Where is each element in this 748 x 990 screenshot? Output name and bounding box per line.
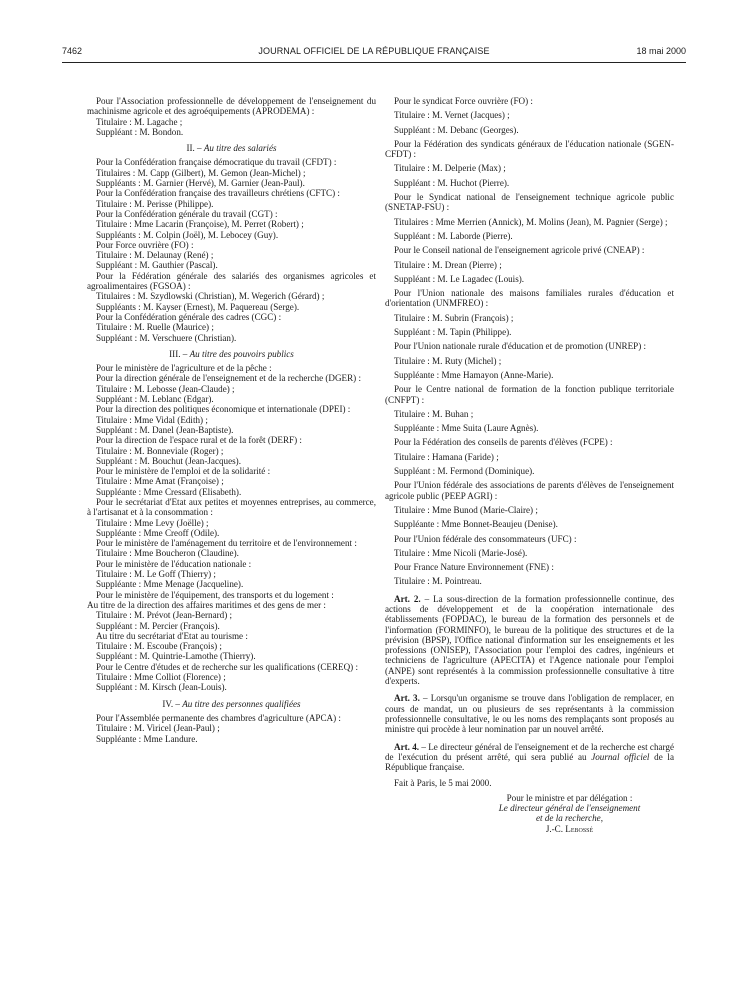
section-heading: IV. – Au titre des personnes qualifiées [162, 698, 301, 709]
member-line: Titulaire : Mme Vidal (Edith) ; [96, 414, 208, 425]
signature-role-line-1: Le directeur général de l'enseignement [498, 803, 641, 814]
member-line: Suppléant : M. Gauthier (Pascal). [96, 260, 218, 271]
member-line: Titulaire : M. Pointreau. [394, 576, 482, 587]
article-text: – Le directeur général de l'enseignement et de la recherche est chargé de l'exécution du présent arrêté, qui sera publié au [385, 741, 674, 762]
organisation-heading: Pour la Fédération des syndicats généraux de l'éducation nationale (SGEN-CFDT) : [385, 138, 674, 160]
member-line: Titulaire : Hamana (Faride) ; [394, 451, 499, 462]
member-line: Titulaire : Mme Nicoli (Marie-José). [394, 547, 528, 558]
organisation-heading: Pour France Nature Environnement (FNE) : [394, 562, 554, 573]
organisation-heading: Pour le syndicat Force ouvrière (FO) : [394, 96, 533, 106]
member-line: Suppléants : M. Colpin (Joël), M. Lebocey (Guy). [96, 229, 279, 240]
member-line: Titulaire : M. Prévot (Jean-Bernard) ; [96, 610, 233, 621]
article-paragraph [385, 594, 674, 687]
member-line: Suppléant : M. Leblanc (Edgar). [96, 394, 214, 405]
organisation-heading: Pour l'Union fédérale des associations de parents d'élèves de l'enseignement agricole public (PEEP AGRI) : [385, 480, 674, 501]
article-number: Art. 4. [394, 741, 420, 752]
organisation-heading: Au titre du secrétariat d'Etat au tourisme : [96, 630, 248, 641]
organisation-heading: Pour la Confédération française des travailleurs chrétiens (CFTC) : [96, 188, 340, 199]
member-line: Suppléant : M. Huchot (Pierre). [394, 177, 510, 188]
left-column [87, 96, 376, 744]
member-line: Suppléant : M. Fermond (Dominique). [394, 466, 535, 477]
member-line: Suppléante : Mme Creoff (Odile). [96, 527, 220, 538]
member-line: Titulaire : M. Bonneviale (Roger) ; [96, 445, 224, 456]
member-line: Titulaire : M. Le Goff (Thierry) ; [96, 569, 216, 580]
organisation-heading: Pour le ministère de l'aménagement du territoire et de l'environnement : [96, 538, 357, 549]
organisation-heading: Pour la Fédération générale des salariés des organismes agricoles et agroalimentaires (FGSOA) : [87, 270, 376, 292]
member-line: Titulaire : Mme Colliot (Florence) ; [96, 672, 226, 683]
member-line: Suppléants : M. Garnier (Hervé), M. Garnier (Jean-Paul). [96, 178, 305, 189]
section-heading: III. – Au titre des pouvoirs publics [169, 348, 294, 359]
article-text-end: de la République française. [385, 751, 674, 773]
place-and-date: Fait à Paris, le 5 mai 2000. [394, 778, 492, 789]
journal-name: Journal officiel [591, 751, 650, 762]
organisation-heading: Pour l'Union nationale rurale d'éducation et de promotion (UNREP) : [394, 341, 647, 352]
member-line: Suppléant : M. Bondon. [96, 126, 184, 137]
member-line: Suppléant : M. Percier (François). [96, 620, 220, 631]
member-line: Suppléant : M. Tapin (Philippe). [394, 327, 512, 338]
organisation-heading: Pour la Confédération générale du travail (CGT) : [96, 208, 278, 219]
member-line: Titulaire : Mme Amat (Françoise) ; [96, 476, 224, 487]
signature-role-line-2: et de la recherche, [536, 813, 603, 824]
member-line: Titulaire : M. Ruty (Michel) ; [394, 355, 502, 366]
organisation-heading: Pour le secrétariat d'Etat aux petites et moyennes entreprises, au commerce, à l'artisanat et à la consommation : [87, 496, 376, 518]
section-heading: II. – Au titre des salariés [186, 143, 277, 154]
article-number: Art. 3. [394, 693, 420, 704]
organisation-heading: Pour le Centre d'études et de recherche sur les qualifications (CEREQ) : [96, 661, 358, 672]
member-line: Suppléant : M. Verschuere (Christian). [96, 332, 237, 343]
member-line: Titulaire : M. Lagache ; [96, 116, 183, 127]
organisation-heading: Pour la Confédération générale des cadres (CGC) : [96, 311, 282, 322]
signature-role [465, 803, 674, 813]
organisation-heading: Pour l'Union nationale des maisons familiales rurales d'éducation et d'orientation (UNMFREO) : [385, 288, 674, 309]
member-line: Titulaire : Mme Bunod (Marie-Claire) ; [394, 504, 538, 515]
article-text: – Lorsqu'un organisme se trouve dans l'obligation de remplacer, en cours de mandat, un ou plusieurs de ses représentants à la commission professionnelle consultative, le ou les noms des remplaçants sont proposés au ministre qui procède à leur nomination par un nouvel arrêté. [385, 693, 675, 735]
member-line: Titulaire : M. Escoube (François) ; [96, 641, 222, 652]
member-line: Suppléante : Mme Bonnet-Beaujeu (Denise). [394, 519, 558, 530]
member-line: Suppléante : Mme Hamayon (Anne-Marie). [394, 369, 554, 380]
organisation-heading: Pour la direction générale de l'enseignement et de la recherche (DGER) : [96, 373, 361, 384]
member-line: Titulaires : M. Capp (Gilbert), M. Gemon (Jean-Michel) ; [96, 167, 306, 178]
article-paragraph [385, 693, 674, 734]
member-line: Titulaire : M. Vernet (Jacques) ; [394, 110, 510, 121]
organisation-heading: Pour le ministère de l'agriculture et de la pêche : [96, 363, 272, 374]
section-heading-title: Au titre des personnes qualifiées [182, 698, 301, 709]
member-line: Suppléante : Mme Cressard (Elisabeth). [96, 486, 242, 497]
organisation-heading: Pour le Syndicat national de l'enseignement technique agricole public (SNETAP-FSU) : [385, 192, 674, 213]
organisation-heading: Pour le Conseil national de l'enseignement agricole privé (CNEAP) : [394, 245, 645, 256]
organisation-heading: Pour Force ouvrière (FO) : [96, 239, 194, 250]
signature-block [465, 793, 674, 834]
article-paragraph [385, 742, 674, 773]
organisation-heading: Pour l'Assemblée permanente des chambres d'agriculture (APCA) : [96, 712, 341, 723]
member-line: Suppléant : M. Danel (Jean-Baptiste). [96, 424, 234, 435]
journal-title: JOURNAL OFFICIEL DE LA RÉPUBLIQUE FRANÇAISE [258, 46, 490, 56]
member-line: Titulaires : M. Szydlowski (Christian), M. Wegerich (Gérard) ; [96, 291, 325, 302]
organisation-heading: Pour la direction de l'espace rural et de la forêt (DERF) : [96, 435, 302, 446]
organisation-heading: Pour la Confédération française démocratique du travail (CFDT) : [96, 157, 337, 168]
organisation-heading: Pour la direction des politiques économique et internationale (DPEI) : [96, 404, 351, 415]
organisation-subheading: Au titre de la direction des affaires maritimes et des gens de mer : [87, 599, 326, 610]
member-line: Titulaire : M. Lebosse (Jean-Claude) ; [96, 383, 235, 394]
member-line: Suppléant : M. Quintrie-Lamothe (Thierry). [96, 651, 256, 662]
member-line: Titulaire : M. Perisse (Philippe). [96, 198, 214, 209]
member-line: Suppléante : Mme Suita (Laure Agnès). [394, 423, 539, 434]
article-text: – La sous-direction de la formation professionnelle continue, des actions de développement et de la coopération internationale des établissements (FOPDAC), le bureau de la formation des personnels et de l'information (FORMINFO), le bureau de la politique des structures et de la prévision (BPSP), l'Office national d'information sur les enseignements et les professions (ONISEP), l'Association pour l'emploi des cadres, ingénieurs et techniciens de l'agriculture (APECITA) et l'Agence nationale pour l'emploi (ANPE) sont représentés à la commission professionnelle consultative à titre d'experts. [385, 593, 674, 687]
member-line: Titulaire : M. Viricel (Jean-Paul) ; [96, 723, 220, 734]
member-line: Titulaire : M. Ruelle (Maurice) ; [96, 322, 214, 333]
member-line: Suppléant : M. Debanc (Georges). [394, 124, 519, 135]
signatory-name: J.-C. Lebossé [545, 823, 594, 834]
signature-intro: Pour le ministre et par délégation : [506, 792, 633, 803]
member-line: Titulaire : Mme Levy (Joëlle) ; [96, 517, 209, 528]
member-line: Suppléant : M. Laborde (Pierre). [394, 230, 513, 241]
member-line: Titulaire : M. Buhan ; [394, 408, 474, 419]
member-line: Titulaire : M. Drean (Pierre) ; [394, 259, 502, 270]
member-line: Suppléant : M. Le Lagadec (Louis). [394, 273, 525, 284]
organisation-heading: Pour le ministère de l'emploi et de la solidarité : [96, 466, 271, 477]
member-line: Suppléante : Mme Landure. [96, 733, 198, 744]
member-line: Titulaire : Mme Lacarin (Françoise), M. Perret (Robert) ; [96, 219, 304, 230]
member-line: Titulaire : M. Delperie (Max) ; [394, 163, 506, 174]
article-number: Art. 2. [394, 593, 421, 604]
page-number: 7462 [62, 46, 83, 56]
organisation-heading: Pour le ministère de l'équipement, des transports et du logement : [96, 589, 334, 600]
organisation-heading: Pour le ministère de l'éducation nationale : [96, 558, 252, 569]
member-line: Suppléant : M. Kirsch (Jean-Louis). [96, 682, 227, 693]
page-header [62, 46, 686, 63]
right-column [385, 96, 674, 834]
organisation-heading: Pour l'Association professionnelle de développement de l'enseignement du machinisme agricole et des agroéquipements (APRODEMA) : [87, 96, 376, 117]
member-line: Titulaire : M. Delaunay (René) ; [96, 250, 214, 261]
member-line: Titulaires : Mme Merrien (Annick), M. Molins (Jean), M. Pagnier (Serge) ; [394, 216, 668, 227]
section-heading-title: Au titre des pouvoirs publics [189, 348, 294, 359]
member-line: Titulaire : M. Subrin (François) ; [394, 312, 514, 323]
member-line: Suppléante : Mme Menage (Jacqueline). [96, 579, 244, 590]
member-line: Suppléants : M. Kayser (Ernest), M. Paquereau (Serge). [96, 301, 300, 312]
member-line: Titulaire : Mme Boucheron (Claudine). [96, 548, 239, 559]
member-line: Suppléant : M. Bouchut (Jean-Jacques). [96, 455, 241, 466]
organisation-heading: Pour l'Union fédérale des consommateurs (UFC) : [394, 533, 577, 544]
signature-role [465, 813, 674, 823]
section-heading-title: Au titre des salariés [203, 143, 277, 154]
publication-date: 18 mai 2000 [636, 46, 686, 56]
organisation-heading: Pour le Centre national de formation de la fonction publique territoriale (CNFPT) : [385, 384, 674, 405]
organisation-heading: Pour la Fédération des conseils de parents d'élèves (FCPE) : [394, 437, 613, 448]
